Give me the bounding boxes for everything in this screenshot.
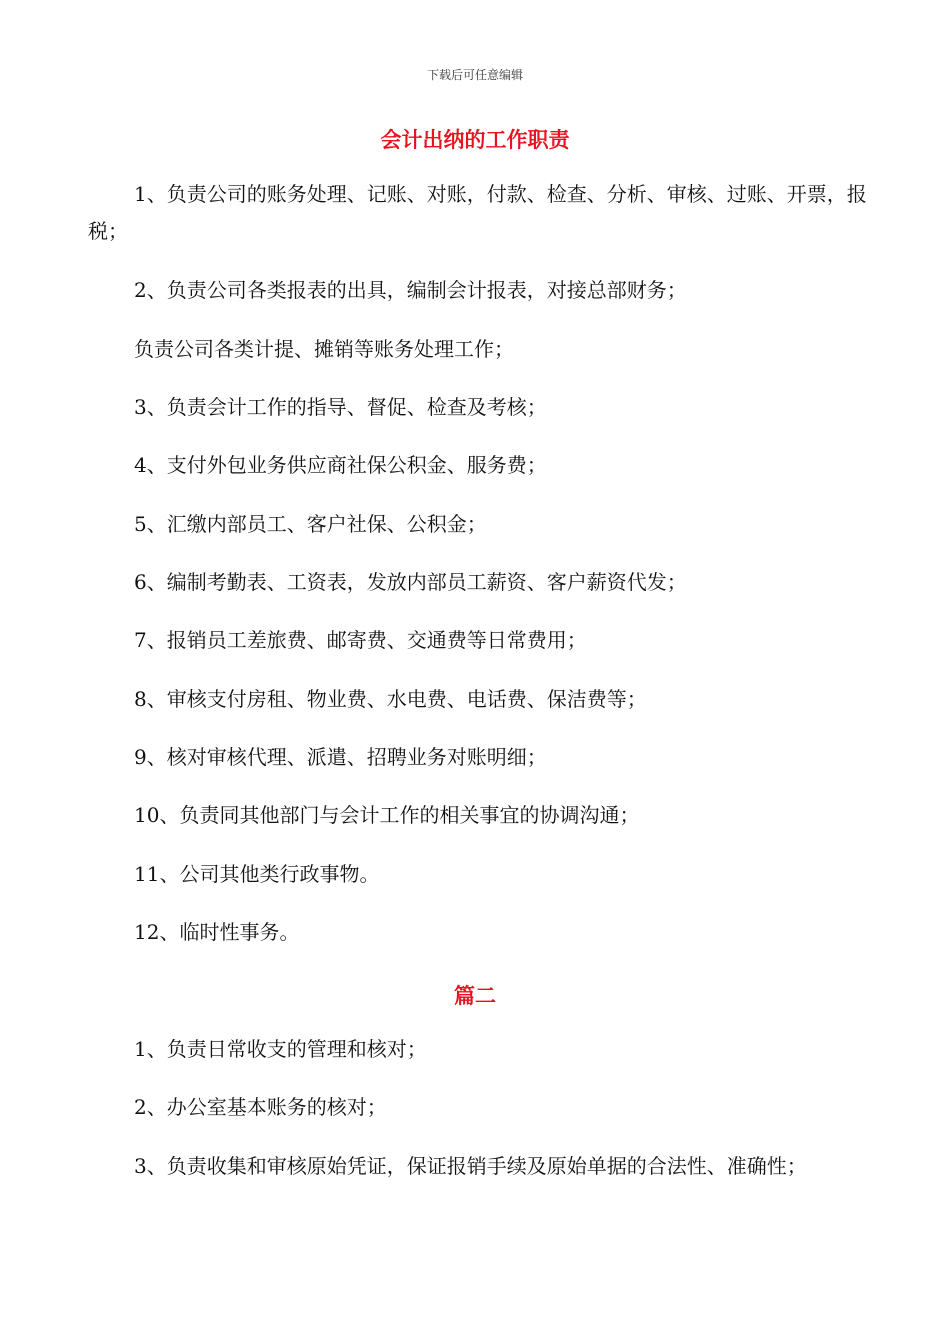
list-item: 7、报销员工差旅费、邮寄费、交通费等日常费用； bbox=[134, 628, 587, 652]
list-item: 1、负责日常收支的管理和核对； bbox=[134, 1037, 427, 1061]
list-item: 3、负责收集和审核原始凭证，保证报销手续及原始单据的合法性、准确性； bbox=[134, 1154, 807, 1178]
page-header-note: 下载后可任意编辑 bbox=[426, 68, 523, 82]
list-item: 3、负责会计工作的指导、督促、检查及考核； bbox=[134, 395, 547, 419]
list-item: 1、负责公司的账务处理、记账、对账，付款、检查、分析、审核、过账、开票，报税； bbox=[88, 182, 867, 243]
list-item: 负责公司各类计提、摊销等账务处理工作； bbox=[134, 337, 514, 361]
list-item: 12、临时性事务。 bbox=[134, 920, 300, 944]
list-item: 2、负责公司各类报表的出具，编制会计报表，对接总部财务； bbox=[134, 278, 687, 302]
list-item: 2、办公室基本账务的核对； bbox=[134, 1095, 387, 1119]
list-item: 6、编制考勤表、工资表，发放内部员工薪资、客户薪资代发； bbox=[134, 570, 687, 594]
list-item: 8、审核支付房租、物业费、水电费、电话费、保洁费等； bbox=[134, 687, 647, 711]
list-item: 4、支付外包业务供应商社保公积金、服务费； bbox=[134, 453, 547, 477]
document-title: 会计出纳的工作职责 bbox=[380, 128, 570, 152]
list-item: 11、公司其他类行政事物。 bbox=[134, 862, 380, 886]
list-item: 9、核对审核代理、派遣、招聘业务对账明细； bbox=[134, 745, 547, 769]
list-item: 10、负责同其他部门与会计工作的相关事宜的协调沟通； bbox=[134, 803, 640, 827]
list-item: 5、汇缴内部员工、客户社保、公积金； bbox=[134, 512, 487, 536]
section-title: 篇二 bbox=[454, 984, 496, 1008]
